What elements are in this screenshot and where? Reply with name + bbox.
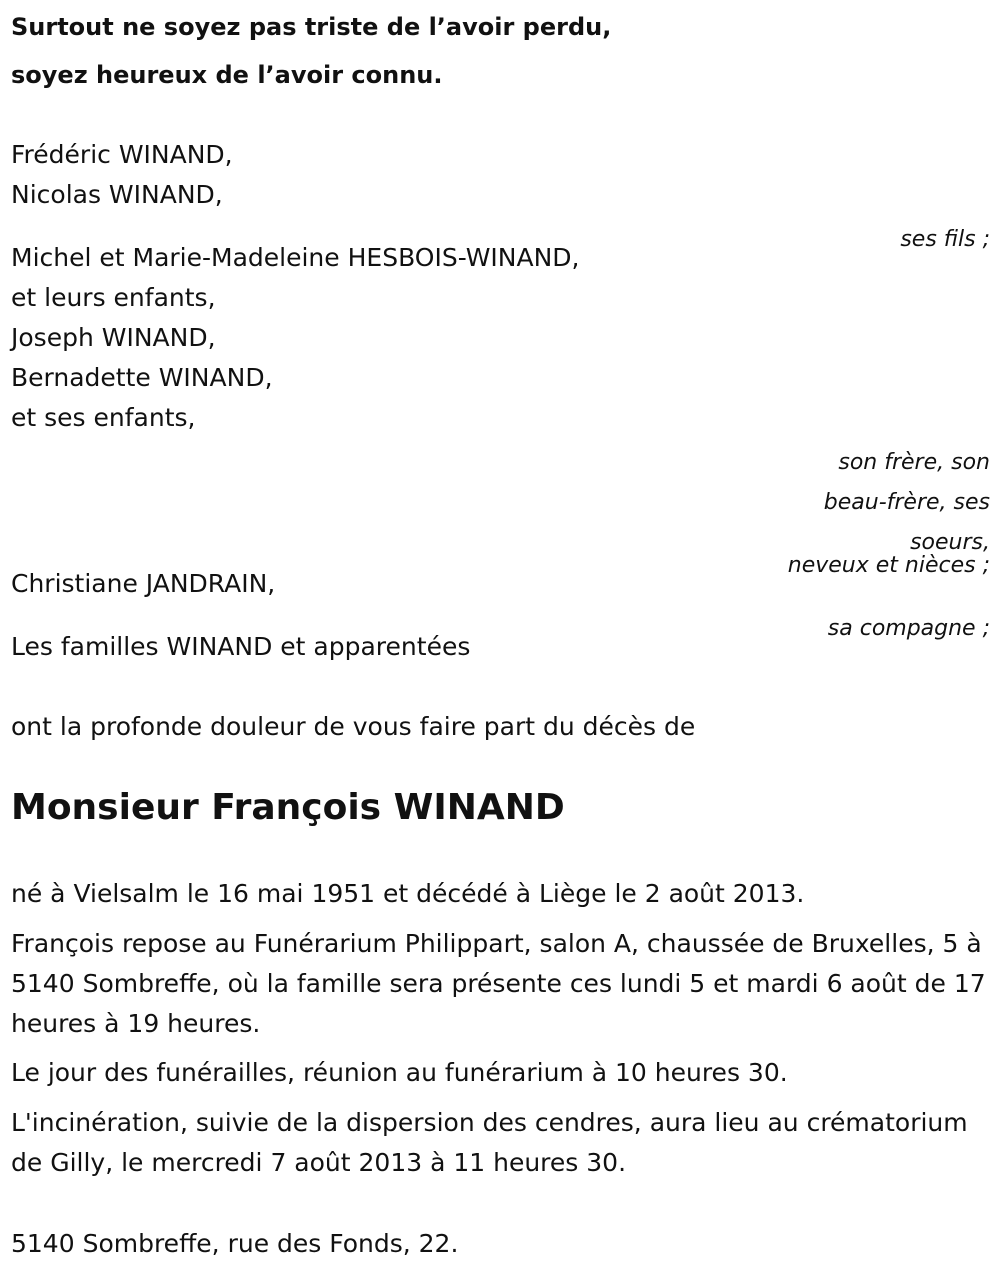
siblings-relation-line: son frère, son [838,450,990,475]
sibling-name: Michel et Marie-Madeleine HESBOIS-WINAND, [11,243,580,272]
siblings-relation-line: neveux et nièces ; [787,553,990,578]
companion-name: Christiane JANDRAIN, [11,569,276,598]
birth-death: né à Vielsalm le 16 mai 1951 et décédé à Liège le 2 août 2013. [11,879,805,908]
funeral-day: Le jour des funérailles, réunion au funérarium à 10 heures 30. [11,1058,788,1087]
siblings-relation-line: soeurs, [910,530,990,555]
deceased-name: Monsieur François WINAND [11,787,565,828]
sons-relation: ses fils ; [900,227,990,252]
quote-line-1: Surtout ne soyez pas triste de l’avoir perdu, [11,13,612,41]
quote-line-2: soyez heureux de l’avoir connu. [11,61,443,89]
companion-relation: sa compagne ; [827,616,990,641]
sibling-name: et ses enfants, [11,403,196,432]
sibling-name: Bernadette WINAND, [11,363,273,392]
son-name: Frédéric WINAND, [11,140,233,169]
son-name: Nicolas WINAND, [11,180,223,209]
address: 5140 Sombreffe, rue des Fonds, 22. [11,1229,459,1258]
families-line: Les familles WINAND et apparentées [11,632,471,661]
siblings-relation-line: beau-frère, ses [823,490,990,515]
rest-place: François repose au Funérarium Philippart, salon A, chaussée de Bruxelles, 5 à 5140 Sombreffe, où la famille sera présente ces lundi 5 et mardi 6 août de 17 heures à 19 heures. [11,929,986,1038]
sibling-name: et leurs enfants, [11,283,216,312]
cremation: L'incinération, suivie de la dispersion des cendres, aura lieu au crématorium de Gilly, le mercredi 7 août 2013 à 11 heures 30. [11,1108,968,1177]
sibling-name: Joseph WINAND, [11,323,216,352]
announcement: ont la profonde douleur de vous faire part du décès de [11,712,696,741]
